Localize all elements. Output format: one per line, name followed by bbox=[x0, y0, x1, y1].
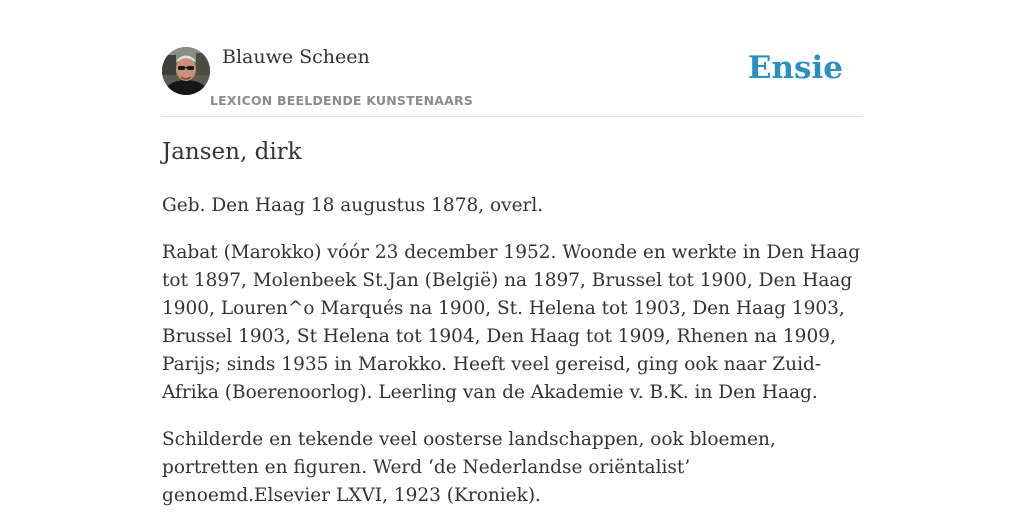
author-name[interactable]: Blauwe Scheen bbox=[222, 46, 370, 68]
ensie-logo[interactable]: Ensie bbox=[747, 50, 843, 86]
avatar-photo-icon bbox=[162, 47, 210, 95]
header bbox=[162, 0, 862, 117]
entry-paragraph: Rabat (Marokko) vóór 23 december 1952. Woonde en werkte in Den Haag tot 1897, Molenbeek St.Jan (België) na 1897, Brussel tot 1900, Den Haag 1900, Louren^o Marqués na 1900, St. Helena tot 1903, Den Haag 1903, Brussel 1903, St Helena tot 1904, Den Haag tot 1909, Rhenen na 1909, Parijs; sinds 1935 in Marokko. Heeft veel gereisd, ging ook naar Zuid-Afrika (Boerenoorlog). Leerling van de Akademie v. B.K. in Den Haag. bbox=[162, 242, 861, 403]
entry-paragraph: Geb. Den Haag 18 augustus 1878, overl. bbox=[162, 195, 544, 216]
collection-link[interactable]: LEXICON BEELDENDE KUNSTENAARS bbox=[210, 93, 474, 108]
avatar[interactable] bbox=[162, 47, 210, 95]
entry-body bbox=[162, 192, 862, 512]
page-title: Jansen, dirk bbox=[162, 139, 302, 165]
entry-paragraph: Schilderde en tekende veel oosterse landschappen, ook bloemen, portretten en figuren. Werd ‘de Nederlandse oriëntalist’ genoemd.Elsevier LXVI, 1923 (Kroniek). bbox=[162, 429, 776, 506]
